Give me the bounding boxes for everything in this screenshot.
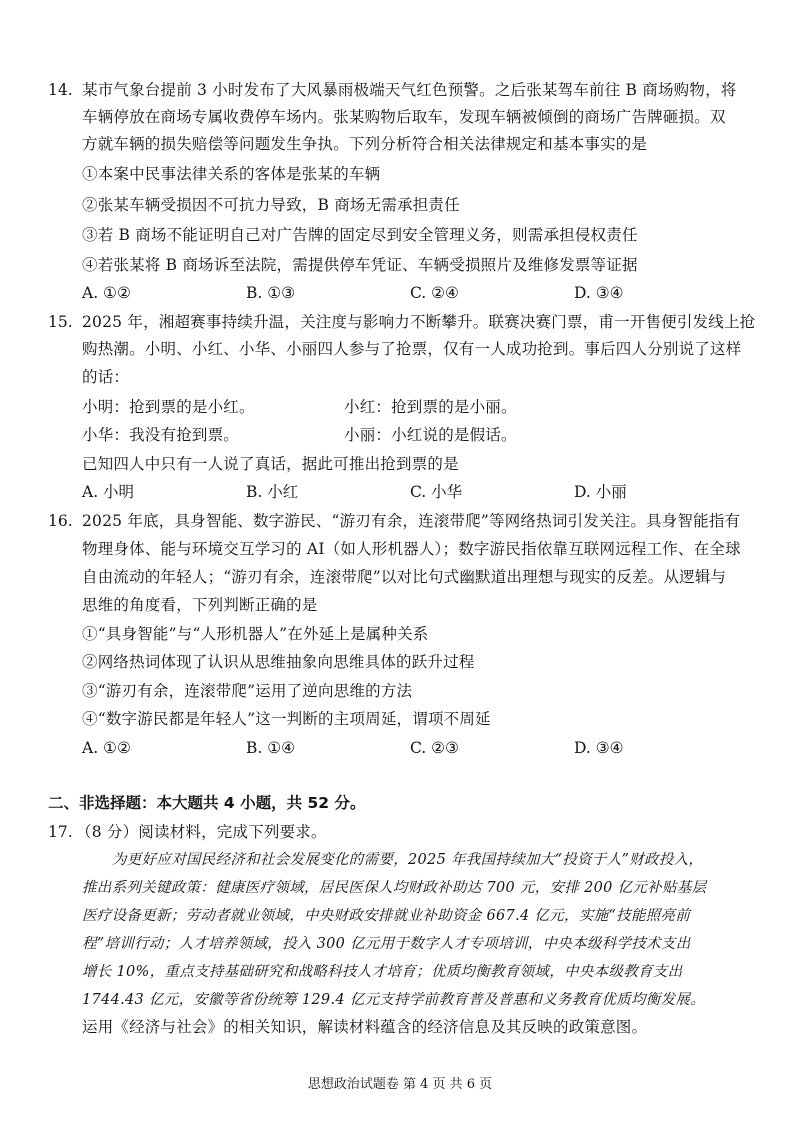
- material-line: 为更好应对国民经济和社会发展变化的需要，2025 年我国持续加大“投资于人”财政投入，: [112, 852, 704, 868]
- statement-3: ③若 B 商场不能证明自己对广告牌的固定尽到安全管理义务，则需承担侵权责任: [82, 226, 638, 244]
- option-c: C. ②④: [410, 284, 459, 302]
- option-b: B. ①④: [246, 739, 296, 757]
- statement-1: ①“具身智能”与“人形机器人”在外延上是属种关系: [82, 625, 429, 643]
- question-number: 14.: [48, 81, 73, 99]
- option-a: A. ①②: [82, 284, 131, 302]
- quote-xiaoming: 小明：抢到票的是小红。: [82, 398, 255, 416]
- question-stem-line: 方就车辆的损失赔偿等问题发生争执。下列分析符合相关法律规定和基本事实的是: [82, 135, 648, 153]
- question-stem-line: 的话：: [82, 368, 130, 386]
- statement-2: ②张某车辆受损因不可抗力导致，B 商场无需承担责任: [82, 196, 460, 214]
- quote-xiaoli: 小丽：小红说的是假话。: [344, 426, 517, 444]
- option-b: B. 小红: [246, 483, 299, 501]
- question-header: （8 分）阅读材料，完成下列要求。: [76, 823, 327, 841]
- quote-xiaohong: 小红：抢到票的是小丽。: [344, 398, 517, 416]
- question-stem-line: 2025 年底，具身智能、数字游民、“游刃有余，连滚带爬”等网络热词引发关注。具身智能指有: [82, 512, 741, 530]
- option-b: B. ①③: [246, 284, 296, 302]
- statement-3: ③“游刃有余，连滚带爬”运用了逆向思维的方法: [82, 682, 413, 700]
- quote-xiaohua: 小华：我没有抢到票。: [82, 426, 240, 444]
- option-d: D. ③④: [574, 284, 624, 302]
- question-stem-line: 车辆停放在商场专属收费停车场内。张某购物后取车，发现车辆被倾倒的商场广告牌砸损。双: [82, 108, 726, 126]
- question-number: 17.: [48, 823, 73, 841]
- statement-4: ④若张某将 B 商场诉至法院，需提供停车凭证、车辆受损照片及维修发票等证据: [82, 256, 638, 274]
- question-stem-line: 购热潮。小明、小红、小华、小丽四人参与了抢票，仅有一人成功抢到。事后四人分别说了这样: [82, 340, 742, 358]
- page-footer: 思想政治试题卷 第 4 页 共 6 页: [307, 1077, 493, 1092]
- option-d: D. 小丽: [574, 483, 627, 501]
- question-stem-line: 某市气象台提前 3 小时发布了大风暴雨极端天气红色预警。之后张某驾车前往 B 商场购物，将: [82, 81, 737, 99]
- question-stem-line: 2025 年，湘超赛事持续升温，关注度与影响力不断攀升。联赛决赛门票，甫一开售便引发线上抢: [82, 313, 756, 331]
- option-a: A. 小明: [82, 483, 135, 501]
- question-stem-line: 思维的角度看，下列判断正确的是: [82, 596, 318, 614]
- material-line: 推出系列关键政策：健康医疗领域，居民医保人均财政补助达 700 元，安排 200 亿元补贴基层: [82, 880, 707, 896]
- question-task: 运用《经济与社会》的相关知识，解读材料蕴含的经济信息及其反映的政策意图。: [82, 1018, 648, 1036]
- statement-2: ②网络热词体现了认识从思维抽象向思维具体的跃升过程: [82, 653, 475, 671]
- material-line: 1744.43 亿元，安徽等省份统筹 129.4 亿元支持学前教育普及普惠和义务教育优质均衡发展。: [82, 992, 705, 1008]
- material-line: 增长 10%，重点支持基础研究和战略科技人才培育；优质均衡教育领域，中央本级教育支出: [82, 964, 683, 980]
- material-line: 医疗设备更新；劳动者就业领域，中央财政安排就业补助资金 667.4 亿元，实施“技能照亮前: [82, 908, 691, 924]
- question-stem-line: 自由流动的年轻人；“游刃有余，连滚带爬”以对比句式幽默道出理想与现实的反差。从逻辑与: [82, 568, 727, 586]
- option-d: D. ③④: [574, 739, 624, 757]
- question-number: 15.: [48, 313, 73, 331]
- option-a: A. ①②: [82, 739, 131, 757]
- statement-1: ①本案中民事法律关系的客体是张某的车辆: [82, 165, 381, 183]
- material-line: 程”培训行动；人才培养领域，投入 300 亿元用于数字人才专项培训，中央本级科学技术支出: [82, 936, 691, 952]
- section-title: 二、非选择题：本大题共 4 小题，共 52 分。: [48, 794, 366, 812]
- option-c: C. 小华: [410, 483, 463, 501]
- statement-4: ④“数字游民都是年轻人”这一判断的主项周延，谓项不周延: [82, 710, 491, 728]
- option-c: C. ②③: [410, 739, 459, 757]
- question-stem-line: 物理身体、能与环境交互学习的 AI（如人形机器人）；数字游民指依靠互联网远程工作、在全球: [82, 540, 741, 558]
- question-prompt: 已知四人中只有一人说了真话，据此可推出抢到票的是: [82, 455, 459, 473]
- question-number: 16.: [48, 512, 73, 530]
